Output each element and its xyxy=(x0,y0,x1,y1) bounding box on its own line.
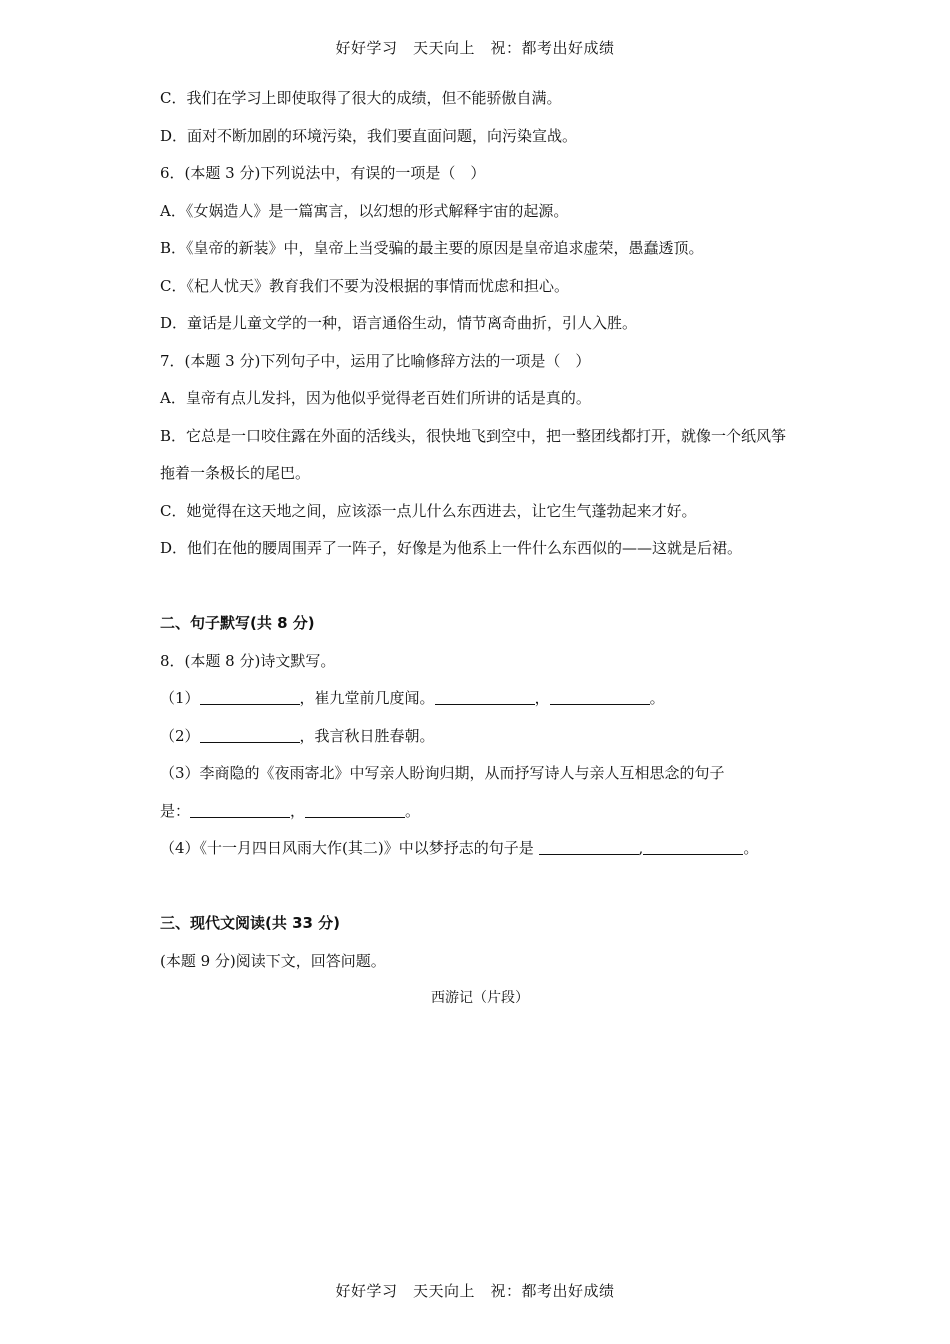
page-footer: 好好学习 天天向上 祝：都考出好成绩 xyxy=(335,1282,615,1300)
end-mark: 。 xyxy=(405,801,421,820)
separator: , xyxy=(638,839,644,857)
answer-blank[interactable] xyxy=(305,801,405,818)
q8-item-1-number: （1） xyxy=(160,689,200,707)
q8-item-2 xyxy=(160,718,800,756)
q8-item-3: （3）李商隐的《夜雨寄北》中写亲人盼询归期，从而抒写诗人与亲人互相思念的句子 xyxy=(160,764,725,782)
q8-item-4-text: （4）《十一月四日风雨大作(其二)》中以梦抒志的句子是 xyxy=(160,839,539,857)
end-mark: 。 xyxy=(649,689,665,707)
q7-option-c: C．她觉得在这天地之间，应该添一点儿什么东西进去，让它生气蓬勃起来才好。 xyxy=(160,501,697,520)
q8-item-3-answer xyxy=(160,793,800,831)
passage-title: 西游记（片段） xyxy=(431,990,529,1006)
answer-blank[interactable] xyxy=(190,801,290,818)
q8-item-2-text: ，我言秋日胜春朝。 xyxy=(299,726,435,745)
spacer xyxy=(160,868,800,906)
q7-option-d: D．他们在他的腰周围弄了一阵子，好像是为他系上一件什么东西似的——这就是后裙。 xyxy=(160,539,743,557)
q7-stem: 7．(本题 3 分)下列句子中，运用了比喻修辞方法的一项是（ ） xyxy=(160,351,591,370)
page-header: 好好学习 天天向上 祝：都考出好成绩 xyxy=(335,39,615,57)
spacer xyxy=(160,568,800,606)
answer-blank[interactable] xyxy=(550,688,650,705)
q8-item-3-lead: 是： xyxy=(160,801,191,820)
q7-option-a: A．皇帝有点儿发抖，因为他似乎觉得老百姓们所讲的话是真的。 xyxy=(160,389,591,407)
q6-option-a: A．《女娲造人》是一篇寓言，以幻想的形式解释宇宙的起源。 xyxy=(160,201,569,220)
separator: ， xyxy=(534,689,550,707)
end-mark: 。 xyxy=(743,839,759,857)
q8-item-4 xyxy=(160,830,800,868)
q8-item-1-text: ，崔九堂前几度闻。 xyxy=(299,689,435,707)
section-3-title: 三、现代文阅读(共 33 分) xyxy=(160,914,341,932)
answer-blank[interactable] xyxy=(435,688,535,705)
q6-option-c: C．《杞人忧天》教育我们不要为没根据的事情而忧虑和担心。 xyxy=(160,276,569,295)
separator: ， xyxy=(290,801,306,820)
section-2-title: 二、句子默写(共 8 分) xyxy=(160,614,315,632)
q7-option-b: B．它总是一口咬住露在外面的活线头，很快地飞到空中，把一整团线都打开，就像一个纸风筝拖着一条极长的尾巴。 xyxy=(160,426,787,482)
q5-option-d: D．面对不断加剧的环境污染，我们要直面问题，向污染宣战。 xyxy=(160,126,578,145)
answer-blank[interactable] xyxy=(643,838,743,855)
q5-option-c: C．我们在学习上即使取得了很大的成绩，但不能骄傲自满。 xyxy=(160,89,562,107)
answer-blank[interactable] xyxy=(200,726,300,743)
section-3-intro: (本题 9 分)阅读下文，回答问题。 xyxy=(160,951,386,970)
q8-item-1 xyxy=(160,680,800,718)
q6-option-d: D．童话是儿童文学的一种，语言通俗生动，情节离奇曲折，引人入胜。 xyxy=(160,314,638,332)
answer-blank[interactable] xyxy=(200,688,300,705)
q6-stem: 6．(本题 3 分)下列说法中，有误的一项是（ ） xyxy=(160,164,486,182)
q6-option-b: B．《皇帝的新装》中，皇帝上当受骗的最主要的原因是皇帝追求虚荣，愚蠢透顶。 xyxy=(160,239,704,257)
q8-item-2-number: （2） xyxy=(160,726,200,745)
q8-stem: 8．(本题 8 分)诗文默写。 xyxy=(160,651,336,670)
document-body xyxy=(160,80,800,1018)
answer-blank[interactable] xyxy=(539,838,639,855)
